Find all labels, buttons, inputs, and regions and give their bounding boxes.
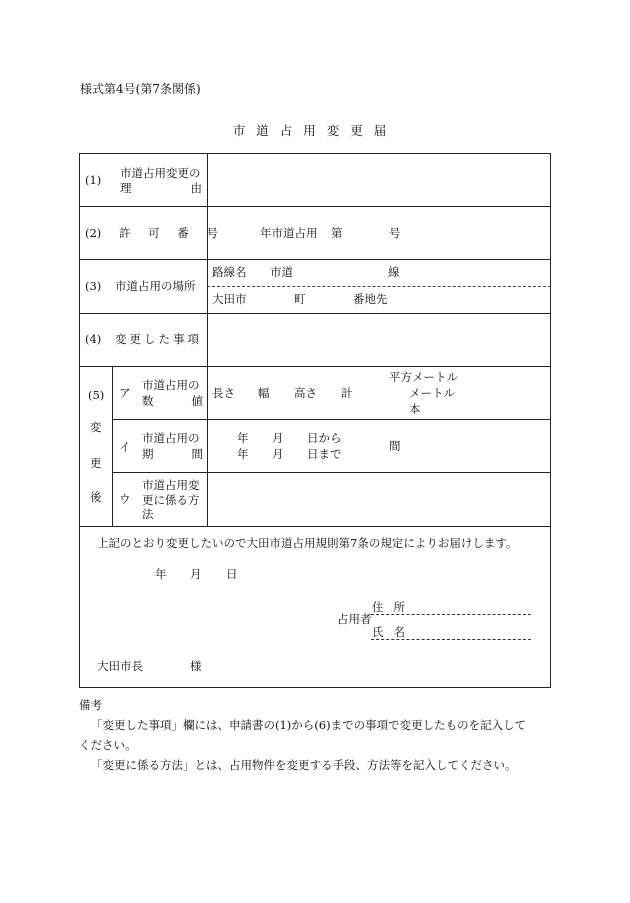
unit-square-meter: 平方メートル [389, 370, 458, 384]
label-change-reason-line2: 理 由 [120, 181, 202, 195]
notes-line: ください。 [79, 738, 137, 752]
row-divider [79, 259, 551, 260]
label-values-line1: 市道占用の [142, 378, 200, 392]
label-permit-number: 許 可 番 号 [119, 226, 225, 240]
kana-a: ア [119, 386, 131, 400]
period-year-from: 年 [237, 431, 249, 445]
permit-dai-text: 第 [331, 226, 343, 240]
name-line [371, 639, 531, 640]
period-year-to: 年 [237, 447, 249, 461]
date-day: 日 [226, 567, 238, 581]
kana-u: ウ [119, 492, 131, 506]
row-divider [79, 206, 551, 207]
machi-text: 町 [294, 292, 306, 306]
label-period-line2: 期 間 [142, 447, 203, 461]
row-number: (1) [85, 173, 102, 187]
address-line [371, 614, 531, 615]
row-number: (3) [85, 279, 102, 293]
label-changed-items: 変更した事項 [115, 332, 202, 346]
date-month: 月 [190, 567, 202, 581]
haba-text: 幅 [258, 386, 270, 400]
kei-text: 計 [341, 386, 353, 400]
period-aida: 間 [389, 439, 401, 453]
period-month-to: 月 [272, 447, 284, 461]
route-name-label: 路線名 [212, 265, 247, 279]
permit-go-text: 号 [389, 226, 401, 240]
permit-year-text: 年市道占用 [260, 226, 318, 240]
column-divider [112, 366, 113, 526]
row-divider-dashed [207, 286, 551, 287]
date-year: 年 [155, 567, 167, 581]
label-change-reason-line1: 市道占用変更の [120, 166, 201, 180]
period-day-to: 日まで [307, 447, 342, 461]
page-title: 市道占用変更届 [232, 123, 398, 138]
mayor-label: 大田市長 [97, 659, 143, 673]
occupant-label: 占用者 [337, 612, 372, 626]
period-day-from: 日から [307, 431, 342, 445]
notes-line: 「変更した事項」欄には、申請書の(1)から(6)までの事項で変更したものを記入して [91, 718, 527, 732]
city-text: 大田市 [212, 292, 247, 306]
period-month-from: 月 [272, 431, 284, 445]
kana-i: イ [119, 440, 131, 454]
row-number: (2) [85, 226, 102, 240]
banchi-text: 番地先 [353, 292, 388, 306]
after-change-char: 変 [90, 420, 102, 434]
row-number: (5) [88, 388, 105, 402]
notes-heading: 備考 [79, 698, 102, 712]
column-divider [207, 153, 208, 526]
address-label: 住所 [372, 600, 415, 614]
honorific-sama: 様 [190, 659, 202, 673]
row-divider [112, 419, 551, 420]
unit-meter: メートル [409, 386, 455, 400]
row-divider [79, 313, 551, 314]
sen-text: 線 [388, 265, 400, 279]
notes-line: 「変更に係る方法」とは、占用物件を変更する手段、方法等を記入してください。 [91, 758, 517, 772]
after-change-char: 後 [90, 490, 102, 504]
nagasa-text: 長さ [212, 386, 235, 400]
form-number: 様式第4号(第7条関係) [80, 82, 201, 96]
after-change-char: 更 [90, 456, 102, 470]
declaration-text: 上記のとおり変更したいので大田市道占用規則第7条の規定によりお届けします。 [97, 536, 518, 550]
label-location: 市道占用の場所 [115, 279, 196, 293]
row-divider [79, 526, 551, 527]
row-divider [79, 366, 551, 367]
label-values-line2: 数 値 [142, 394, 203, 408]
shido-text: 市道 [270, 265, 293, 279]
row-number: (4) [85, 332, 102, 346]
takasa-text: 高さ [294, 386, 317, 400]
label-change-method: 市道占用変更に係る方法 [142, 478, 200, 521]
row-divider [112, 472, 551, 473]
label-period-line1: 市道占用の [142, 431, 200, 445]
unit-count: 本 [409, 402, 421, 416]
name-label: 氏名 [372, 625, 415, 639]
